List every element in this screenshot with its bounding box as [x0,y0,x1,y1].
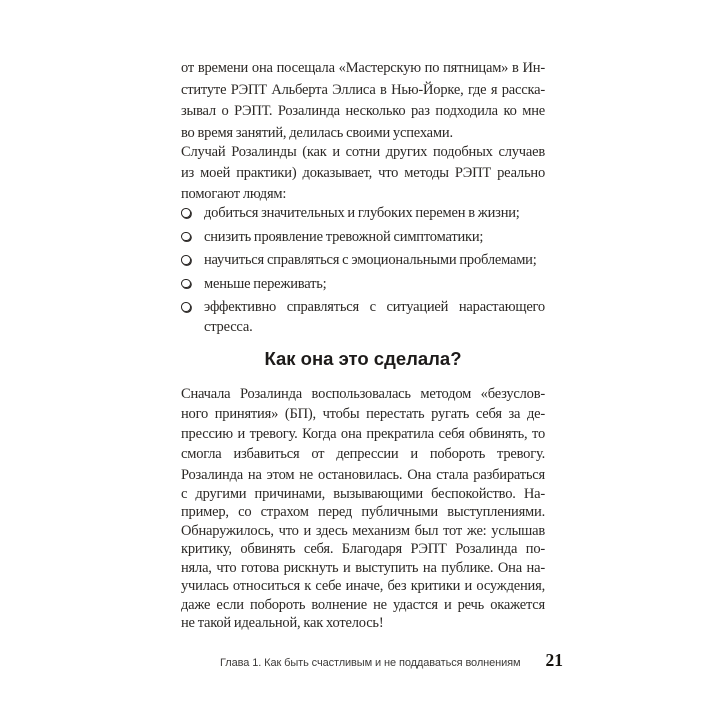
circle-bullet-icon [181,232,191,242]
text-line: Розалинда на этом не остановилась. Она стала разбираться [181,467,545,483]
list-item [181,274,545,294]
text-line: ституте РЭПТ Альберта Эллиса в Нью-Йорке, где я расска- [181,81,545,98]
text-line: Обнаружилось, что и здесь механизм был тот же: услышав [181,522,545,539]
text-line: Случай Розалинды (как и сотни других подобных случаев [181,144,545,160]
list-item [181,250,545,270]
text-line: смогла избавиться от депрессии и побороть тревогу. [181,446,545,462]
bullet-box [181,297,204,312]
paragraph-1 [181,58,545,144]
paragraph-2 [181,142,545,205]
text-line: научиться справляться с эмоциональными проблемами; [204,252,537,269]
text-line: от времени она посещала «Мастерскую по пятницам» в Ин- [181,60,545,76]
circle-bullet-icon [181,208,191,218]
text-line: добиться значительных и глубоких перемен в жизни; [204,205,520,221]
text-line: критику, обвинять себя. Благодаря РЭПТ Розалинда по- [181,541,545,557]
circle-bullet-icon [181,302,191,312]
text-line: няла, что готова рискнуть и выступить на публике. Она на- [181,559,545,576]
text-line: снизить проявление тревожной симптоматики; [204,228,484,245]
page-number: 21 [545,650,563,670]
text-line: с другими причинами, вызывающими беспокойство. На- [181,485,545,502]
text-line: прессию и тревогу. Когда она прекратила себя обвинять, то [181,426,545,442]
text-line: ного принятия» (БП), чтобы перестать ругать себя за де- [181,406,545,422]
circle-bullet-icon [181,279,191,289]
text-line: даже если побороть волнение не удастся и речь окажется [181,596,545,613]
text-line: помогают людям: [181,186,287,202]
bullet-box [181,250,204,265]
text-line: не такой идеальной, как хотелось! [181,615,384,631]
text-line: Сначала Розалинда воспользовалась методом «безуслов- [181,386,545,402]
text-line: пример, со страхом перед публичными выступлениями. [181,504,545,520]
bullet-box [181,227,204,242]
text-line: училась относиться к себе иначе, без критики и осуждения, [181,578,545,594]
paragraph-4 [181,466,545,633]
bullet-text [204,297,545,337]
bullet-list [181,203,545,341]
text-line: из моей практики) доказывает, что методы РЭПТ реально [181,165,545,181]
list-item [181,227,545,247]
page-footer [181,650,563,671]
section-heading: Как она это сделала? [264,348,462,369]
list-item [181,297,545,337]
bullet-box [181,203,204,218]
bullet-text [204,203,545,223]
bullet-box [181,274,204,289]
text-line: во время занятий, делилась своими успехами. [181,124,453,141]
bullet-text [204,227,545,247]
paragraph-3 [181,384,545,464]
list-item [181,203,545,223]
text-line: зывал о РЭПТ. Розалинда несколько раз подходила ко мне [181,103,545,119]
running-footer-text: Глава 1. Как быть счастливым и не поддаваться волнениям [220,657,521,669]
circle-bullet-icon [181,255,191,265]
bullet-text [204,250,545,270]
text-line: эффективно справляться с ситуацией нарастающего [204,299,545,316]
bullet-text [204,274,545,294]
text-line: меньше переживать; [204,275,327,292]
text-line: стресса. [204,319,253,336]
